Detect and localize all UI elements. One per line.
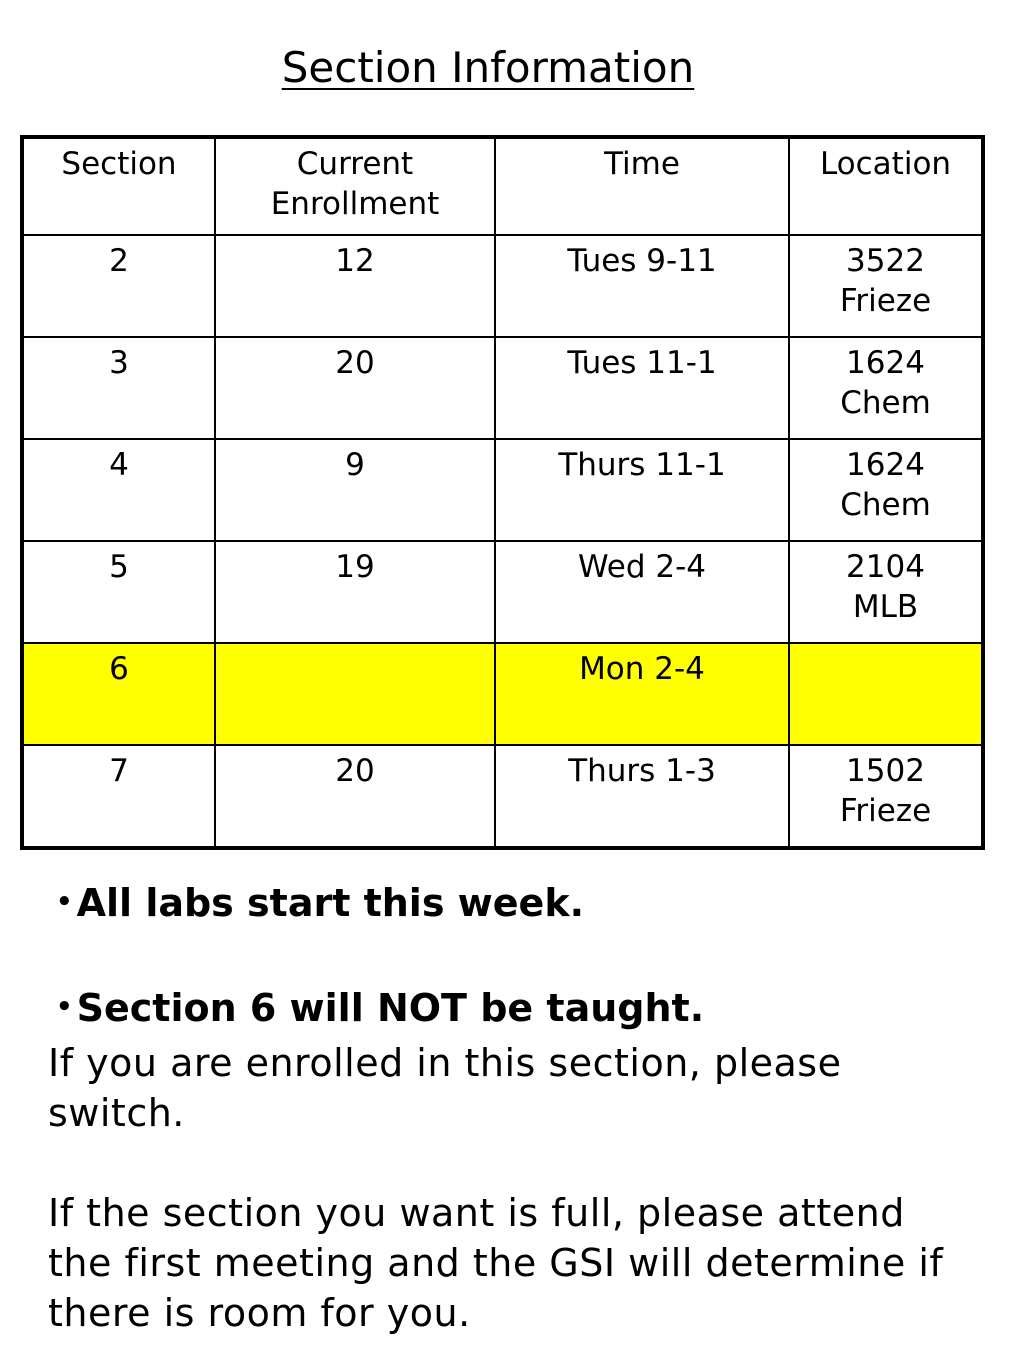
full-line-3: there is room for you. xyxy=(48,1291,471,1335)
cell-enrollment: 9 xyxy=(215,439,495,541)
location-room: 1624 xyxy=(846,447,925,483)
cell-enrollment: 20 xyxy=(215,745,495,848)
full-section-instruction xyxy=(48,1188,988,1338)
location-room: 3522 xyxy=(846,243,925,279)
switch-line-1: If you are enrolled in this section, please xyxy=(48,1041,842,1085)
cell-location xyxy=(789,745,983,848)
header-section-label: Section xyxy=(61,146,177,182)
cell-enrollment: 19 xyxy=(215,541,495,643)
location-room: 2104 xyxy=(846,549,925,585)
bullet-text: All labs start this week. xyxy=(76,881,585,925)
location-building: Chem xyxy=(840,385,931,421)
switch-line-2: switch. xyxy=(48,1091,185,1135)
location-building: MLB xyxy=(852,589,919,625)
header-location-label: Location xyxy=(819,146,952,182)
cell-time: Tues 11-1 xyxy=(495,337,789,439)
cell-time: Thurs 11-1 xyxy=(495,439,789,541)
cell-section: 5 xyxy=(22,541,215,643)
table-row xyxy=(22,235,983,337)
bullet-labs-start xyxy=(56,878,988,933)
bullet-text: Section 6 will NOT be taught. xyxy=(76,986,705,1030)
cell-location xyxy=(789,541,983,643)
cell-time: Wed 2-4 xyxy=(495,541,789,643)
cell-location xyxy=(789,337,983,439)
bullet-icon: • xyxy=(56,992,73,1022)
bullet-icon: • xyxy=(56,887,73,917)
table-row xyxy=(22,337,983,439)
table-row xyxy=(22,541,983,643)
full-line-2: the first meeting and the GSI will determine if xyxy=(48,1241,944,1285)
location-building: Chem xyxy=(840,487,931,523)
cell-section: 4 xyxy=(22,439,215,541)
cell-section: 6 xyxy=(22,643,215,745)
header-enrollment-line2: Enrollment xyxy=(270,186,440,222)
header-current-enrollment xyxy=(215,137,495,235)
cell-section: 7 xyxy=(22,745,215,848)
header-time-label: Time xyxy=(604,146,680,182)
header-enrollment-line1: Current xyxy=(296,146,414,182)
location-room: 1624 xyxy=(846,345,925,381)
location-building: Frieze xyxy=(839,283,932,319)
cell-enrollment: 20 xyxy=(215,337,495,439)
header-section xyxy=(22,137,215,235)
cell-time: Mon 2-4 xyxy=(495,643,789,745)
cell-location xyxy=(789,439,983,541)
cell-time: Thurs 1-3 xyxy=(495,745,789,848)
page-title: Section Information xyxy=(281,43,695,92)
notes-section xyxy=(48,878,988,1338)
switch-instruction xyxy=(48,1038,988,1138)
full-line-1: If the section you want is full, please attend xyxy=(48,1191,905,1235)
table-row-highlighted xyxy=(22,643,983,745)
bullet-section-6 xyxy=(56,983,988,1038)
cell-section: 2 xyxy=(22,235,215,337)
cell-enrollment: 12 xyxy=(215,235,495,337)
location-room: 1502 xyxy=(846,753,925,789)
table-row xyxy=(22,439,983,541)
table-header-row xyxy=(22,137,983,235)
cell-location xyxy=(789,235,983,337)
location-building: Frieze xyxy=(839,793,932,829)
cell-enrollment xyxy=(215,643,495,745)
cell-time: Tues 9-11 xyxy=(495,235,789,337)
table-row xyxy=(22,745,983,848)
header-time xyxy=(495,137,789,235)
cell-location xyxy=(789,643,983,745)
section-table xyxy=(20,135,985,850)
header-location xyxy=(789,137,983,235)
cell-section: 3 xyxy=(22,337,215,439)
